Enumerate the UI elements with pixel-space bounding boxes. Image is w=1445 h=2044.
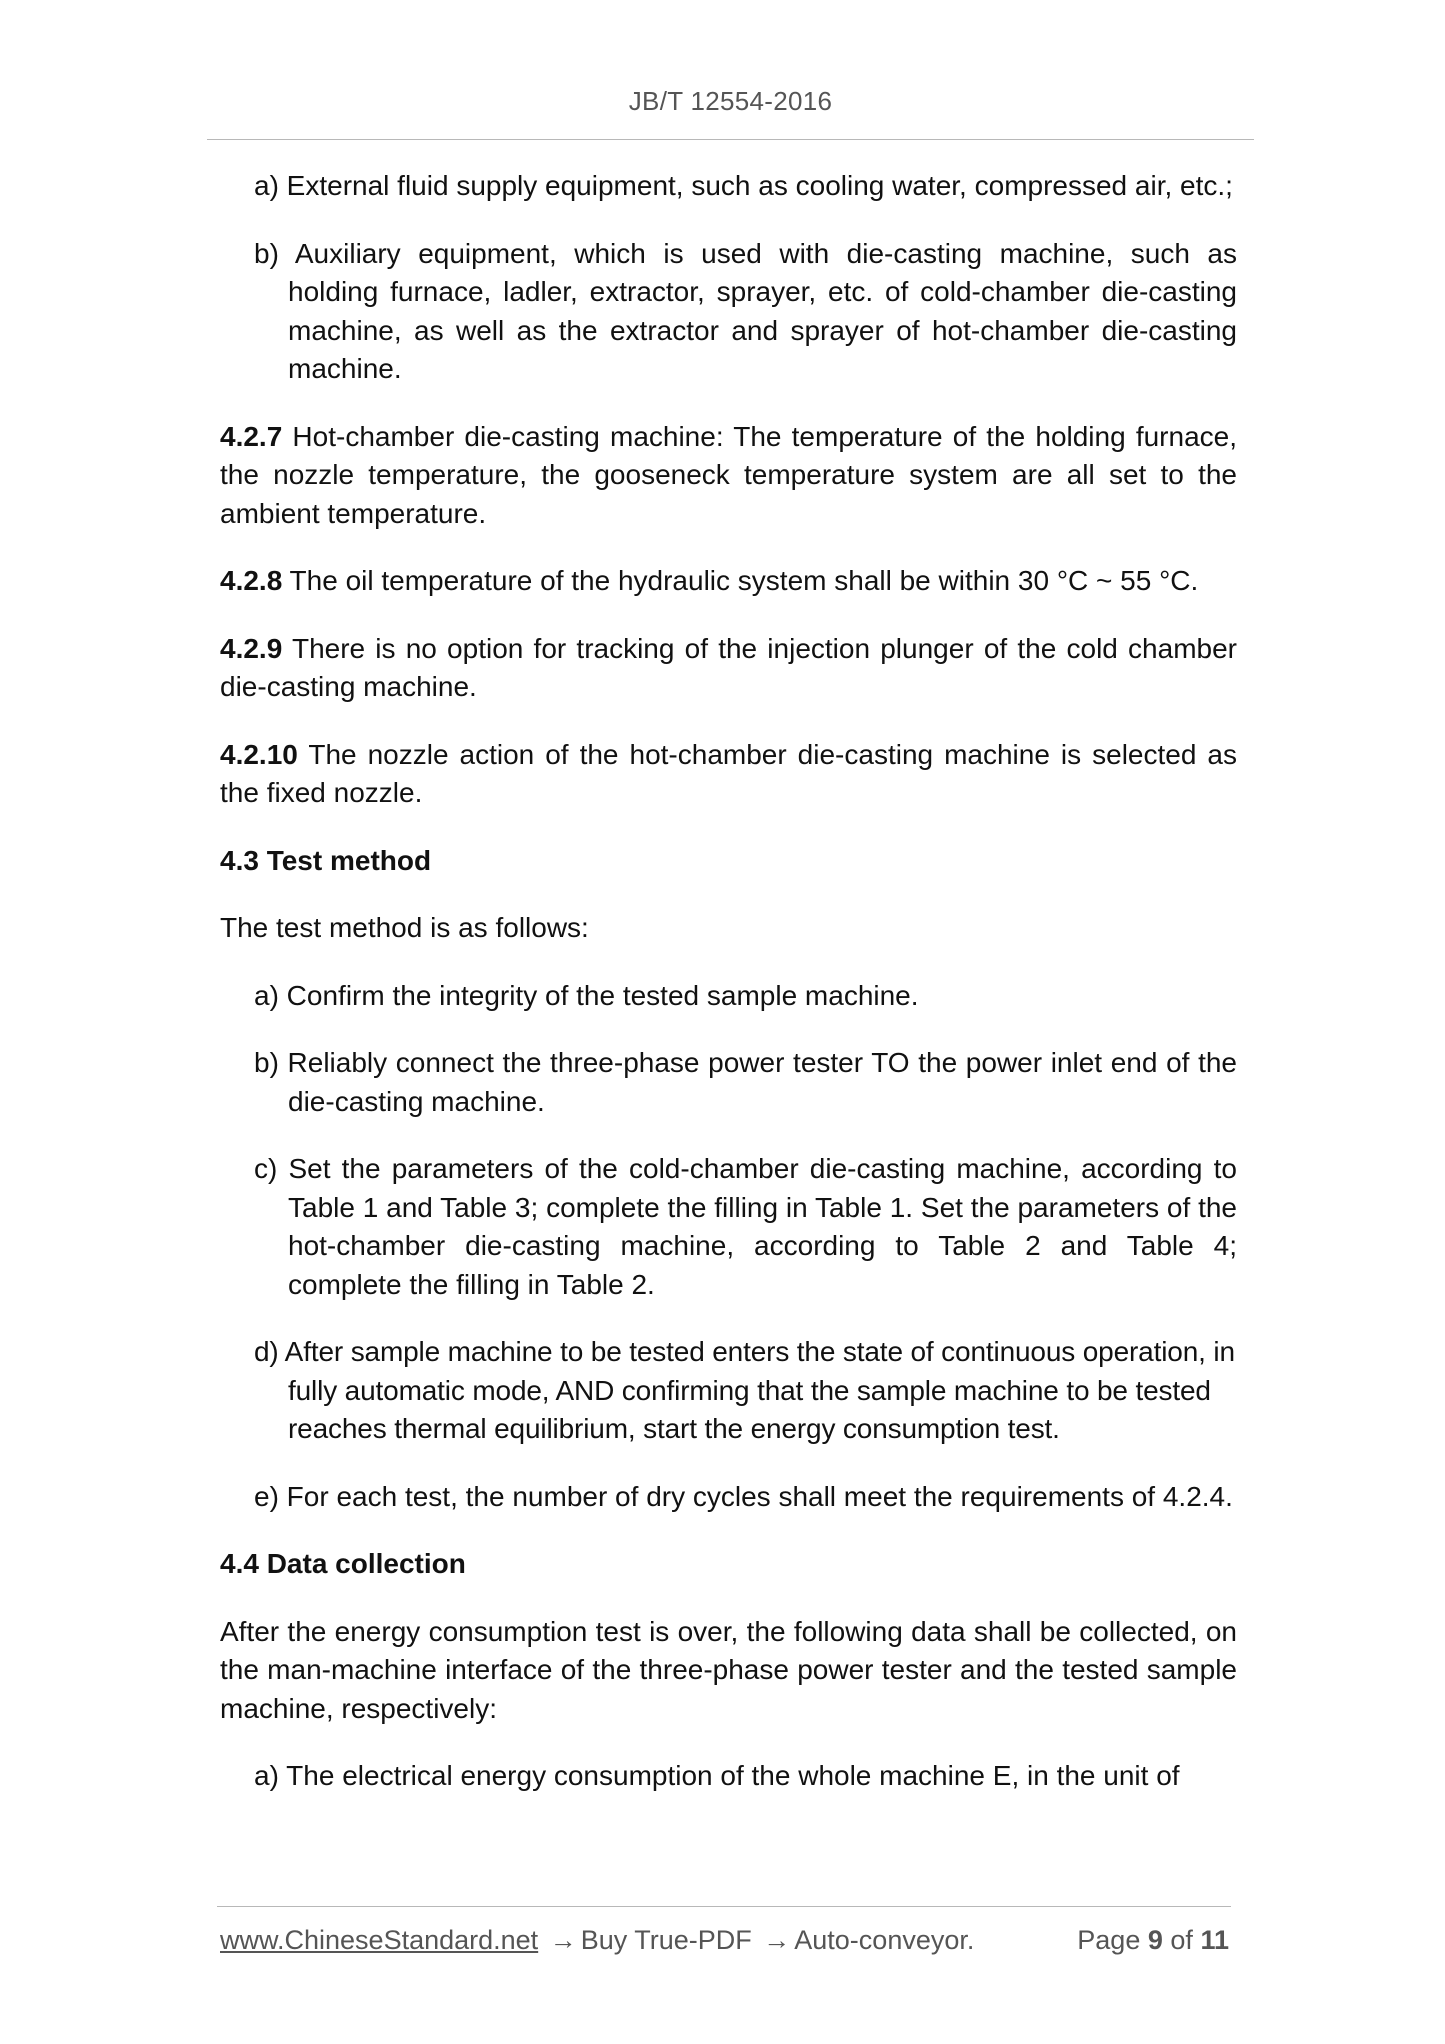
clause-4-2-9 — [220, 630, 1237, 707]
clause-number: 4.2.8 — [220, 565, 283, 596]
arrow-right-icon: → — [549, 1925, 577, 1955]
footer-links — [220, 1925, 974, 1956]
list-item: e) For each test, the number of dry cycles shall meet the requirements of 4.2.4. — [254, 1480, 1233, 1512]
arrow-right-icon: → — [763, 1925, 791, 1955]
page-number — [1077, 1925, 1229, 1956]
clause-4-2-7 — [220, 418, 1237, 534]
auto-conveyor-text: Auto-conveyor. — [794, 1925, 975, 1955]
header-divider — [207, 139, 1254, 140]
page-footer — [220, 1925, 1237, 1965]
clause-text: There is no option for tracking of the injection plunger of the cold chamber die-casting machine. — [220, 632, 1237, 702]
list-item: a) Confirm the integrity of the tested sample machine. — [254, 979, 919, 1011]
of-label: of — [1170, 1925, 1193, 1955]
document-body — [220, 167, 1237, 1796]
document-header-id: JB/T 12554-2016 — [628, 86, 833, 116]
list-item: d) After sample machine to be tested enters the state of continuous operation, in fully automatic mode, AND confirming that the sample machine to be tested reaches thermal equilibrium, start the energy consumption test. — [254, 1336, 1235, 1444]
clause-number: 4.2.9 — [220, 632, 283, 664]
buy-true-pdf-text: Buy True-PDF — [580, 1925, 752, 1955]
clause-text: The nozzle action of the hot-chamber die-casting machine is selected as the fixed nozzle. — [220, 738, 1237, 808]
clause-text: Hot-chamber die-casting machine: The temperature of the holding furnace, the nozzle temperature, the gooseneck temperature system are all set to the ambient temperature. — [220, 420, 1237, 529]
section-heading-4-4: 4.4 Data collection — [220, 1548, 466, 1579]
clause-number: 4.2.10 — [220, 738, 298, 770]
list-item: b) Reliably connect the three-phase power tester TO the power inlet end of the die-casting machine. — [254, 1047, 1237, 1117]
clause-4-2-8 — [220, 562, 1237, 601]
section-heading-4-3: 4.3 Test method — [220, 844, 432, 876]
footer-divider — [217, 1906, 1231, 1907]
list-item: a) External fluid supply equipment, such as cooling water, compressed air, etc.; — [254, 170, 1233, 201]
current-page: 9 — [1147, 1925, 1163, 1955]
clause-4-2-10 — [220, 736, 1237, 813]
paragraph: After the energy consumption test is over, the following data shall be collected, on the man-machine interface of the three-phase power tester and the tested sample machine, respectively: — [220, 1615, 1237, 1724]
list-item: b) Auxiliary equipment, which is used with die-casting machine, such as holding furnace, ladler, extractor, sprayer, etc. of cold-chamber die-casting machine, as well as the extractor and sprayer of hot-chamber die-casting machine. — [254, 237, 1237, 384]
clause-number: 4.2.7 — [220, 420, 283, 452]
page-label: Page — [1077, 1925, 1141, 1955]
clause-text: The oil temperature of the hydraulic system shall be within 30 °C ~ 55 °C. — [282, 565, 1199, 596]
total-pages: 11 — [1200, 1925, 1229, 1955]
list-item: c) Set the parameters of the cold-chamber die-casting machine, according to Table 1 and Table 3; complete the filling in Table 1. Set the parameters of the hot-chamber die-casting machine, according to Table 2 and Table 4; complete the filling in Table 2. — [254, 1153, 1237, 1300]
website-link[interactable]: www.ChineseStandard.net — [220, 1925, 539, 1955]
paragraph: The test method is as follows: — [220, 912, 589, 943]
list-item: a) The electrical energy consumption of the whole machine E, in the unit of — [254, 1760, 1180, 1791]
